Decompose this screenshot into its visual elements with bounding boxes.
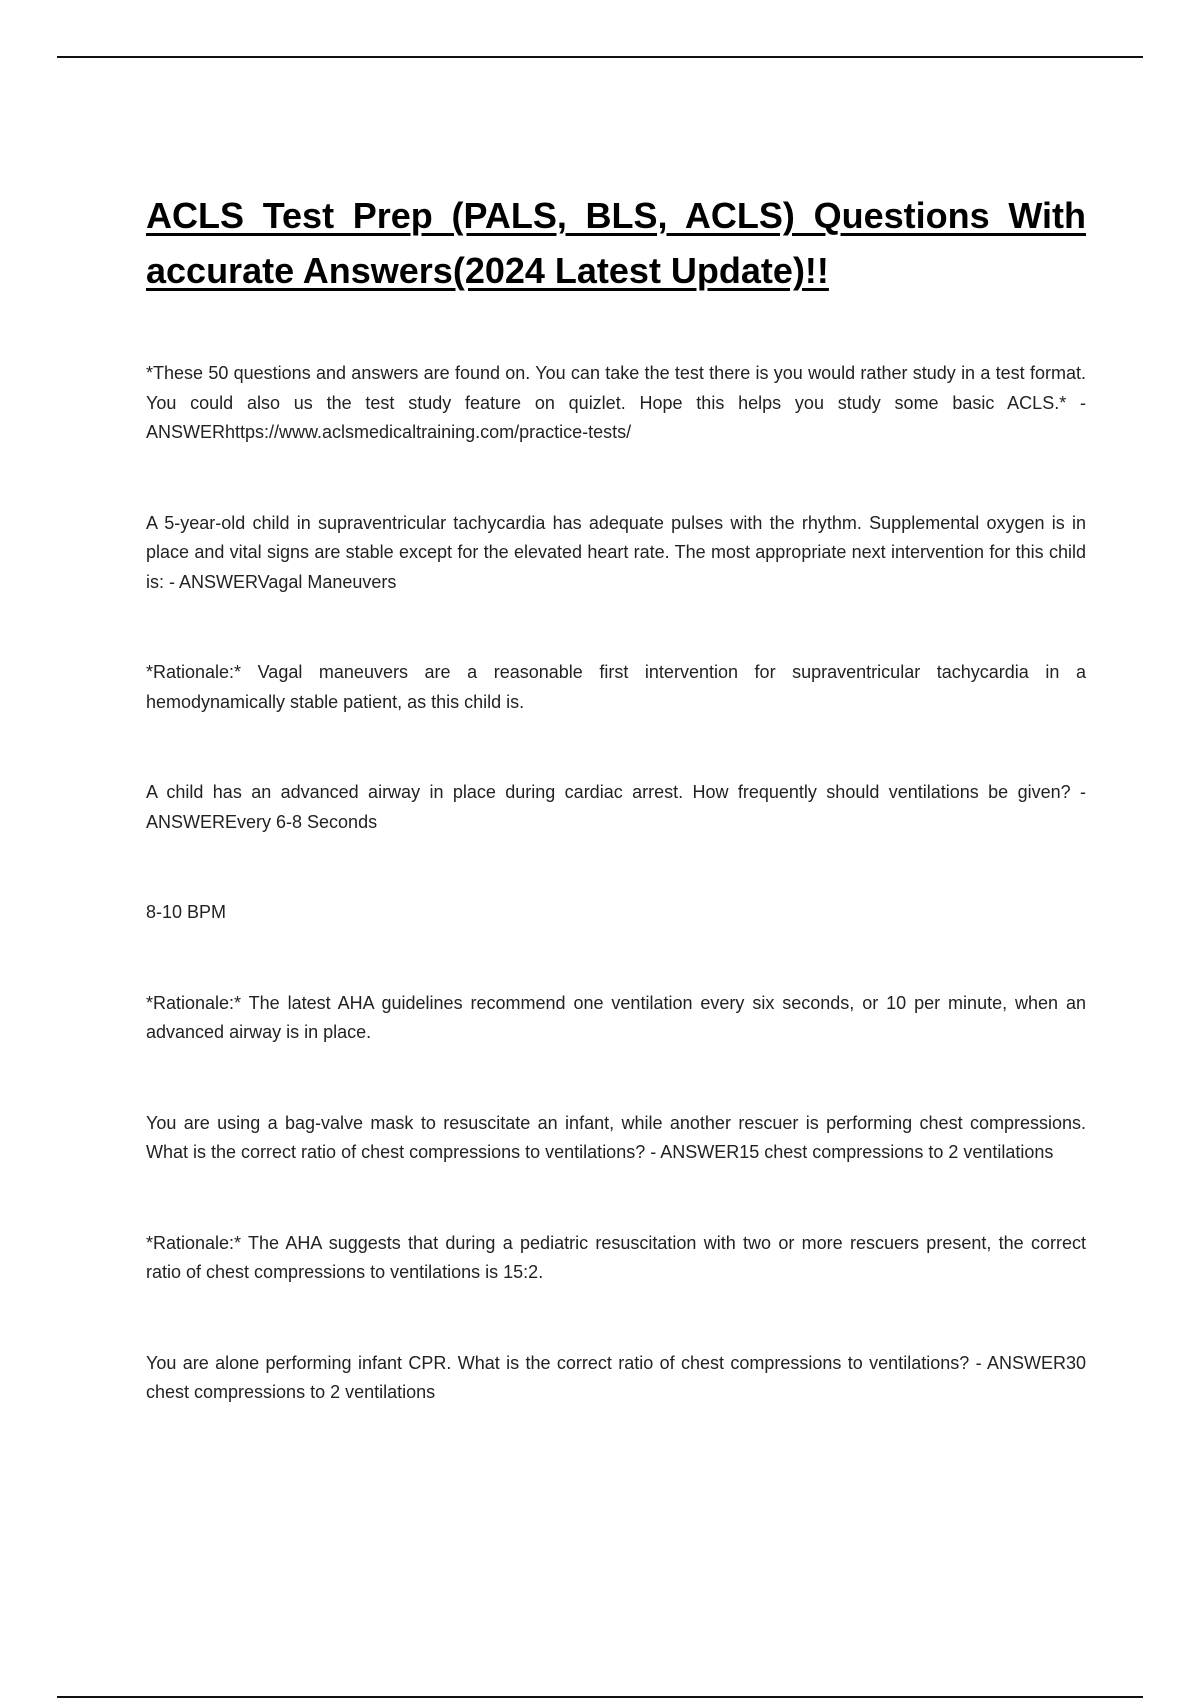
document-body: [146, 188, 1086, 1469]
question-advanced-airway: A child has an advanced airway in place during cardiac arrest. How frequently should ventilations be given? - ANSWEREvery 6-8 Seconds: [146, 782, 1086, 832]
rationale-infant-two-rescuer: *Rationale:* The AHA suggests that during a pediatric resuscitation with two or more rescuers present, the correct ratio of chest compressions to ventilations is 15:2.: [146, 1232, 1086, 1282]
document-title: ACLS Test Prep (PALS, BLS, ACLS) Questions With accurate Answers(2024 Latest Update)!!: [146, 195, 1086, 291]
rationale-svt: *Rationale:* Vagal maneuvers are a reasonable first intervention for supraventricular tachycardia in a hemodynamically stable patient, as this child is.: [146, 662, 1086, 712]
question-infant-single-rescuer: You are alone performing infant CPR. What is the correct ratio of chest compressions to ventilations? - ANSWER30 chest compressions to 2 ventilations: [146, 1352, 1086, 1402]
header-rule: [57, 56, 1143, 58]
question-infant-two-rescuer: You are using a bag-valve mask to resuscitate an infant, while another rescuer is performing chest compressions. What is the correct ratio of chest compressions to ventilations? - ANSWER15 chest compressions to 2 ventilations: [146, 1112, 1086, 1162]
footer-rule: [57, 1696, 1143, 1698]
answer-note-bpm: 8-10 BPM: [146, 902, 227, 922]
question-svt: A 5-year-old child in supraventricular tachycardia has adequate pulses with the rhythm. Supplemental oxygen is in place and vital signs are stable except for the elevated heart rate. The most appropriate next intervention for this child is: - ANSWERVagal Maneuvers: [146, 512, 1086, 592]
intro-paragraph: *These 50 questions and answers are found on. You can take the test there is you would rather study in a test format. You could also us the test study feature on quizlet. Hope this helps you study some basic ACLS.* - ANSWERhttps://www.aclsmedicaltraining.com/practice-tests/: [146, 363, 1086, 442]
rationale-advanced-airway: *Rationale:* The latest AHA guidelines recommend one ventilation every six seconds, or 10 per minute, when an advanced airway is in place.: [146, 992, 1086, 1042]
